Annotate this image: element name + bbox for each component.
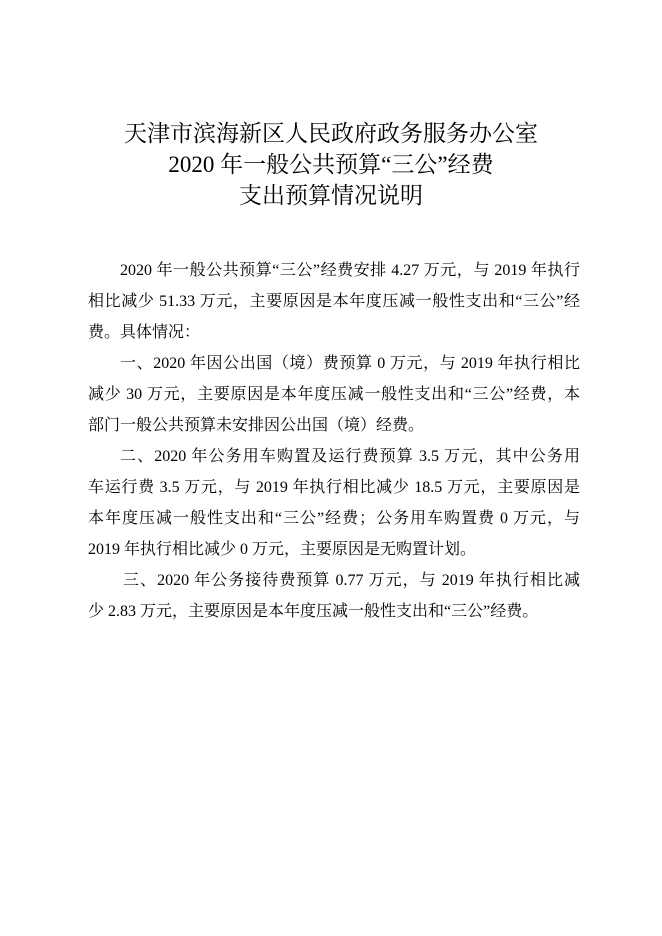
title-line-2: 2020 年一般公共预算“三公”经费 xyxy=(168,152,494,177)
paragraph-official-reception xyxy=(88,565,580,627)
paragraph-line: 2020 年一般公共预算“三公”经费安排 4.27 万元，与 2019 年执行 xyxy=(120,262,580,279)
paragraph-summary xyxy=(88,255,580,348)
paragraph-line: 部门一般公共预算未安排因公出国（境）经费。 xyxy=(88,417,425,434)
title-line-1: 天津市滨海新区人民政府政务服务办公室 xyxy=(124,121,538,146)
paragraph-line: 相比减少 51.33 万元，主要原因是本年度压减一般性支出和“三公”经 xyxy=(88,293,580,310)
paragraph-line: 车运行费 3.5 万元，与 2019 年执行相比减少 18.5 万元，主要原因是 xyxy=(88,479,580,496)
paragraph-official-vehicles xyxy=(88,441,580,565)
paragraph-line: 费。具体情况： xyxy=(88,324,201,341)
paragraph-line: 本年度压减一般性支出和“三公”经费；公务用车购置费 0 万元，与 xyxy=(88,510,580,527)
paragraph-line: 少 2.83 万元，主要原因是本年度压减一般性支出和“三公”经费。 xyxy=(88,603,539,620)
paragraph-line: 三、2020 年公务接待费预算 0.77 万元，与 2019 年执行相比减 xyxy=(123,572,580,589)
title-line-3: 支出预算情况说明 xyxy=(239,183,423,208)
document-title xyxy=(0,118,662,211)
paragraph-overseas-travel xyxy=(88,348,580,441)
paragraph-line: 减少 30 万元，主要原因是本年度压减一般性支出和“三公”经费，本 xyxy=(88,386,580,403)
paragraph-line: 2019 年执行相比减少 0 万元，主要原因是无购置计划。 xyxy=(88,541,477,558)
document-body xyxy=(88,255,580,627)
paragraph-line: 二、2020 年公务用车购置及运行费预算 3.5 万元，其中公务用 xyxy=(120,448,580,465)
paragraph-line: 一、2020 年因公出国（境）费预算 0 万元，与 2019 年执行相比 xyxy=(120,355,580,372)
